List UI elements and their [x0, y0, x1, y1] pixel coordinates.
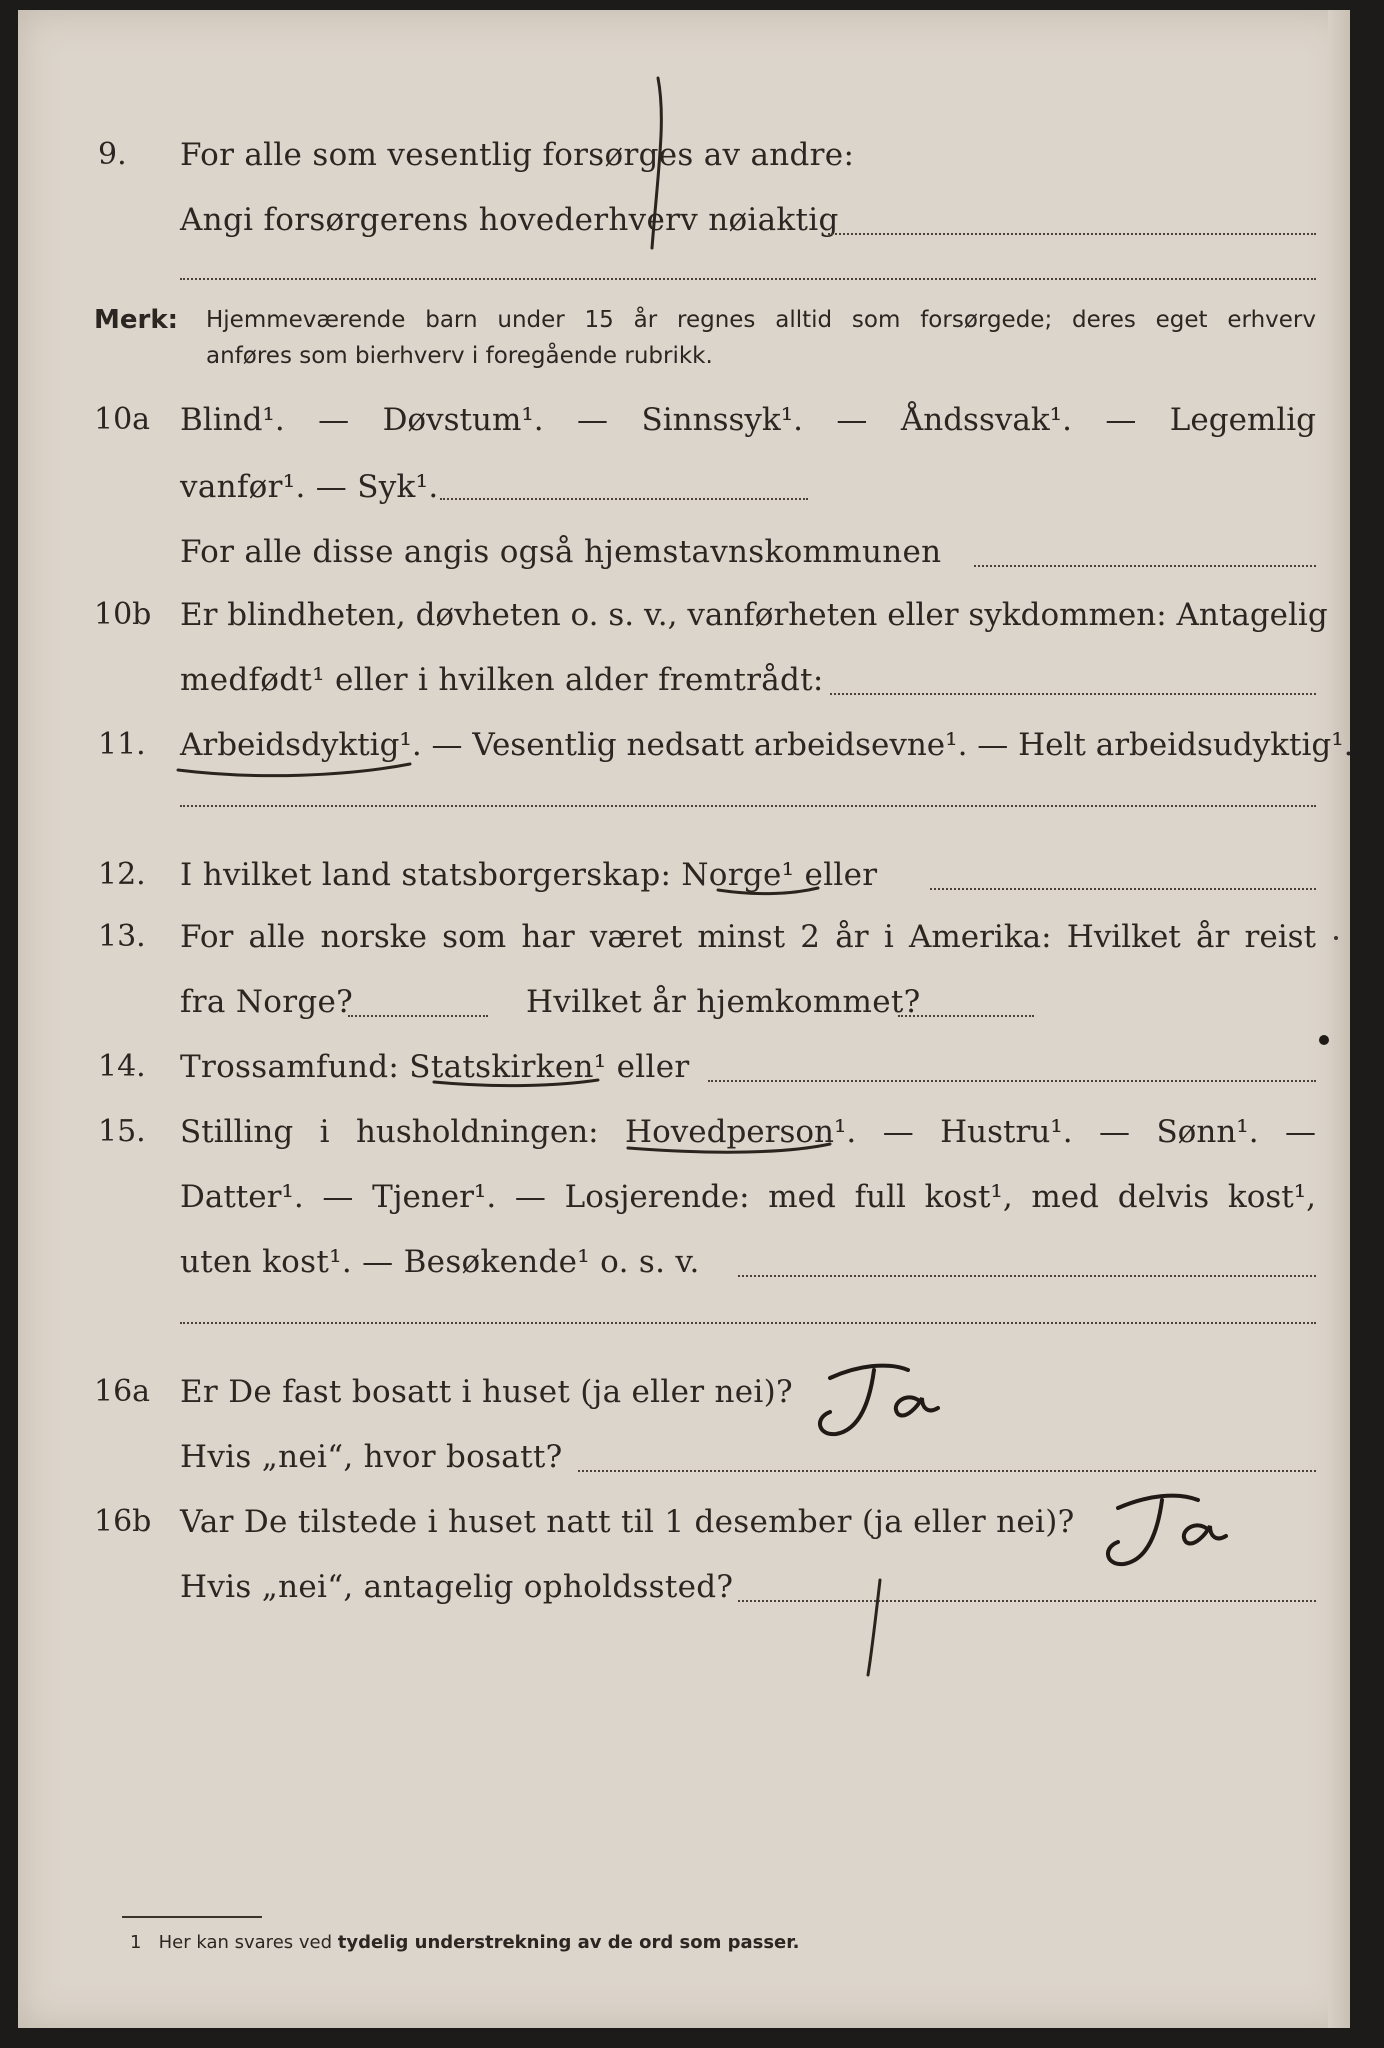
question-15-row2	[18, 1172, 1350, 1222]
question-text: Angi forsørgerens hovederhverv nøiaktig	[180, 202, 839, 238]
footnote-rule	[122, 1916, 262, 1918]
question-10b-row2	[18, 655, 1350, 705]
question-14-row1	[18, 1042, 1350, 1092]
question-9-row2	[18, 195, 1350, 245]
answer-line-departure-year[interactable]	[348, 1015, 488, 1017]
question-text: uten kost¹. — Besøkende¹ o. s. v.	[180, 1244, 700, 1280]
question-number: 15.	[98, 1114, 146, 1149]
answer-line[interactable]	[180, 805, 1316, 807]
answer-line[interactable]	[830, 693, 1316, 695]
question-number: 10b	[94, 597, 152, 632]
footnote	[130, 1932, 799, 1953]
answer-line[interactable]	[974, 565, 1316, 567]
answer-line[interactable]	[708, 1080, 1316, 1082]
question-16b-row2	[18, 1562, 1350, 1612]
footnote-bold-text: tydelig understrekning av de ord som passer.	[337, 1932, 800, 1953]
question-number: 12.	[98, 857, 146, 892]
answer-line[interactable]	[828, 233, 1316, 235]
answer-line[interactable]	[180, 1322, 1316, 1324]
merk-note-line2: anføres som bierhverv i foregående rubrikk.	[206, 343, 713, 369]
question-text: Trossamfund: Statskirken¹ eller	[180, 1049, 690, 1085]
question-text: Hvis „nei“, antagelig opholdssted?	[180, 1569, 734, 1605]
question-text: For alle disse angis også hjemstavnskommunen	[180, 534, 942, 570]
question-12-row1	[18, 850, 1350, 900]
question-15-row1	[18, 1107, 1350, 1157]
answer-line-return-year[interactable]	[898, 1015, 1034, 1017]
question-number: 16a	[94, 1374, 151, 1409]
question-9-row1	[18, 130, 1350, 180]
merk-label: Merk:	[94, 305, 179, 335]
question-text: Hvilket år hjemkommet?	[526, 984, 921, 1020]
footnote-text: Her kan svares ved	[158, 1932, 333, 1953]
answer-line[interactable]	[440, 498, 808, 500]
question-16b-row1	[18, 1497, 1350, 1547]
answer-line[interactable]	[738, 1600, 1316, 1602]
question-text: For alle norske som har været minst 2 år i Amerika: Hvilket år reist	[180, 919, 1316, 955]
question-10a-row2	[18, 462, 1350, 512]
answer-line[interactable]	[738, 1275, 1316, 1277]
question-text: Er blindheten, døvheten o. s. v., vanførheten eller sykdommen: Antagelig	[180, 597, 1328, 633]
question-13-row2	[18, 977, 1350, 1027]
question-16a-row2	[18, 1432, 1350, 1482]
census-form-page	[18, 10, 1354, 2028]
question-text: For alle som vesentlig forsørges av andre:	[180, 137, 855, 173]
answer-line[interactable]	[578, 1470, 1316, 1472]
question-text: Hvis „nei“, hvor bosatt?	[180, 1439, 563, 1475]
question-text: I hvilket land statsborgerskap: Norge¹ eller	[180, 857, 878, 893]
question-number: 13.	[98, 919, 146, 954]
question-text: Var De tilstede i huset natt til 1 desember (ja eller nei)?	[180, 1504, 1075, 1540]
question-number: 9.	[98, 137, 127, 172]
footnote-mark: 1	[130, 1932, 142, 1953]
question-text: fra Norge?	[180, 984, 354, 1020]
answer-line[interactable]	[930, 888, 1316, 890]
question-text: Datter¹. — Tjener¹. — Losjerende: med full kost¹, med delvis kost¹,	[180, 1179, 1316, 1215]
question-15-row3	[18, 1237, 1350, 1287]
question-number: 11.	[98, 727, 146, 762]
question-text: Blind¹. — Døvstum¹. — Sinnssyk¹. — Åndssvak¹. — Legemlig	[180, 402, 1316, 438]
question-text: Arbeidsdyktig¹. — Vesentlig nedsatt arbeidsevne¹. — Helt arbeidsudyktig¹.	[180, 727, 1354, 763]
question-number: 14.	[98, 1049, 146, 1084]
merk-note-line1: Hjemmeværende barn under 15 år regnes alltid som forsørgede; deres eget erhverv	[206, 307, 1316, 333]
question-text: Stilling i husholdningen: Hovedperson¹. — Hustru¹. — Sønn¹. —	[180, 1114, 1316, 1150]
question-16a-row1	[18, 1367, 1350, 1417]
question-11-row1	[18, 720, 1354, 770]
question-text: Er De fast bosatt i huset (ja eller nei)?	[180, 1374, 793, 1410]
question-text: vanfør¹. — Syk¹.	[180, 469, 439, 505]
question-13-row1	[18, 912, 1350, 962]
question-10a-row1	[18, 395, 1350, 445]
question-number: 16b	[94, 1504, 152, 1539]
question-number: 10a	[94, 402, 151, 437]
question-10b-row1	[18, 590, 1350, 640]
question-text: medfødt¹ eller i hvilken alder fremtrådt:	[180, 662, 824, 698]
question-10a-row3	[18, 527, 1350, 577]
answer-line[interactable]	[180, 278, 1316, 280]
